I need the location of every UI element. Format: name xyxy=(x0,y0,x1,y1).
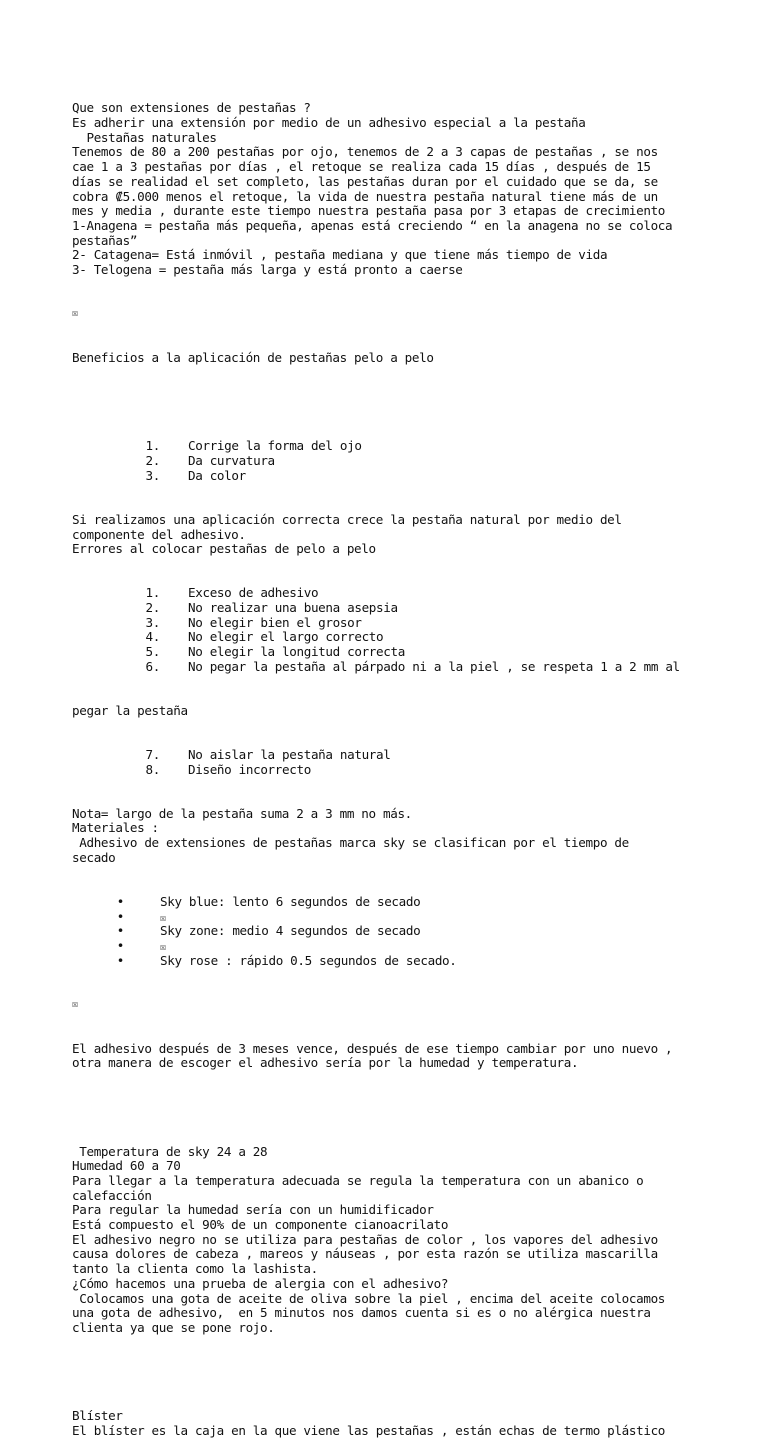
text-line: Si realizamos una aplicación correcta crece la pestaña natural por medio del xyxy=(72,511,622,527)
blister-block xyxy=(72,1409,762,1438)
text-line: Adhesivo de extensiones de pestañas marca sky se clasifican por el tiempo de xyxy=(72,835,629,851)
text-line: Humedad 60 a 70 xyxy=(72,1158,181,1174)
list-number: 1. xyxy=(145,585,160,601)
temperature-block xyxy=(72,1145,762,1336)
list-item xyxy=(72,763,762,778)
list-text: Da color xyxy=(188,467,246,483)
bullet-text: Sky rose : rápido 0.5 segundos de secado. xyxy=(160,952,457,968)
paragraph-block xyxy=(72,513,762,557)
text-line: cobra ₡5.000 menos el retoque, la vida de nuestra pestaña natural tiene más de un xyxy=(72,188,658,204)
bullet-item xyxy=(72,895,762,910)
list-item xyxy=(72,439,762,454)
list-number: 5. xyxy=(145,644,160,660)
text-line: Para llegar a la temperatura adecuada se regula la temperatura con un abanico o xyxy=(72,1173,644,1189)
text-line: cae 1 a 3 pestañas por días , el retoque se realiza cada 15 días , después de 15 xyxy=(72,159,651,175)
text-line: Colocamos una gota de aceite de oliva sobre la piel , encima del aceite colocamos xyxy=(72,1290,666,1306)
list-item xyxy=(72,660,762,675)
bullet-icon: • xyxy=(116,923,124,939)
list-text: No aislar la pestaña natural xyxy=(188,746,391,762)
list-item xyxy=(72,454,762,469)
text-line: El adhesivo después de 3 meses vence, después de ese tiempo cambiar por uno nuevo , xyxy=(72,1040,673,1056)
errors-list-more xyxy=(72,748,762,777)
list-text: Da curvatura xyxy=(188,453,275,469)
text-line: tanto la clienta como la lashista. xyxy=(72,1261,318,1277)
list-text: No elegir la longitud correcta xyxy=(188,644,405,660)
list-text: No pegar la pestaña al párpado ni a la piel , se respeta 1 a 2 mm al xyxy=(188,658,680,674)
list-item xyxy=(72,616,762,631)
bullet-icon: • xyxy=(116,908,124,924)
text-line: pestañas” xyxy=(72,232,138,248)
spacer xyxy=(72,1365,762,1380)
bullet-icon: • xyxy=(116,952,124,968)
text-line: El adhesivo negro no se utiliza para pestañas de color , los vapores del adhesivo xyxy=(72,1231,658,1247)
bullet-text: ☒ xyxy=(160,912,166,924)
text-line: 3- Telogena = pestaña más larga y está pronto a caerse xyxy=(72,261,463,277)
text-line: Que son extensiones de pestañas ? xyxy=(72,100,311,116)
intro-section xyxy=(72,101,762,277)
text-line: Blíster xyxy=(72,1408,123,1424)
text-line: secado xyxy=(72,849,116,865)
bullet-item xyxy=(72,939,762,954)
list-number: 2. xyxy=(145,599,160,615)
text-line: causa dolores de cabeza , mareos y náuseas , por esta razón se utiliza mascarilla xyxy=(72,1246,658,1262)
text-line: clienta ya que se pone rojo. xyxy=(72,1319,275,1335)
text-line: Errores al colocar pestañas de pelo a pelo xyxy=(72,541,376,557)
text-line: otra manera de escoger el adhesivo sería por la humedad y temperatura. xyxy=(72,1055,579,1071)
list-item xyxy=(72,469,762,484)
list-number: 3. xyxy=(145,614,160,630)
list-number: 1. xyxy=(145,438,160,454)
unknown-glyph: ☒ xyxy=(72,308,78,320)
adhesive-bullets xyxy=(72,895,762,968)
bullet-icon: • xyxy=(116,937,124,953)
text-line: 2- Catagena= Está inmóvil , pestaña mediana y que tiene más tiempo de vida xyxy=(72,247,608,263)
list-text: No elegir bien el grosor xyxy=(188,614,362,630)
bullet-item xyxy=(72,924,762,939)
unknown-glyph: ☒ xyxy=(72,998,78,1010)
list-item xyxy=(72,748,762,763)
list-item xyxy=(72,645,762,660)
list-number: 7. xyxy=(145,746,160,762)
text-line: Tenemos de 80 a 200 pestañas por ojo, tenemos de 2 a 3 capas de pestañas , se nos xyxy=(72,144,658,160)
paragraph-block xyxy=(72,1042,762,1071)
list-number: 2. xyxy=(145,453,160,469)
errors-wrap-line: pegar la pestaña xyxy=(72,702,188,718)
text-line: Materiales : xyxy=(72,820,159,836)
list-item xyxy=(72,586,762,601)
list-item xyxy=(72,630,762,645)
list-text: Corrige la forma del ojo xyxy=(188,438,362,454)
text-line: Temperatura de sky 24 a 28 xyxy=(72,1143,268,1159)
list-item xyxy=(72,601,762,616)
bullet-text: ☒ xyxy=(160,941,166,953)
spacer xyxy=(72,1101,762,1116)
text-line: componente del adhesivo. xyxy=(72,526,246,542)
list-number: 8. xyxy=(145,761,160,777)
text-line: Nota= largo de la pestaña suma 2 a 3 mm no más. xyxy=(72,805,412,821)
benefits-title: Beneficios a la aplicación de pestañas pelo a pelo xyxy=(72,350,434,366)
list-number: 3. xyxy=(145,467,160,483)
bullet-item xyxy=(72,954,762,969)
list-text: No elegir el largo correcto xyxy=(188,629,384,645)
text-line: una gota de adhesivo, en 5 minutos nos damos cuenta si es o no alérgica nuestra xyxy=(72,1305,651,1321)
list-number: 6. xyxy=(145,658,160,674)
list-text: Exceso de adhesivo xyxy=(188,585,319,601)
bullet-item xyxy=(72,910,762,925)
bullet-text: Sky blue: lento 6 segundos de secado xyxy=(160,893,421,909)
list-number: 4. xyxy=(145,629,160,645)
errors-list xyxy=(72,586,762,674)
spacer xyxy=(72,395,762,410)
document-page xyxy=(72,72,762,1453)
materials-block xyxy=(72,807,762,866)
text-line: días se realidad el set completo, las pestañas duran por el cuidado que se da, se xyxy=(72,173,658,189)
text-line: 1-Anagena = pestaña más pequeña, apenas está creciendo “ en la anagena no se coloca xyxy=(72,217,673,233)
text-line: Pestañas naturales xyxy=(72,129,217,145)
list-text: No realizar una buena asepsia xyxy=(188,599,398,615)
text-line: Está compuesto el 90% de un componente cianoacrilato xyxy=(72,1217,449,1233)
text-line: calefacción xyxy=(72,1187,152,1203)
text-line: mes y media , durante este tiempo nuestra pestaña pasa por 3 etapas de crecimiento xyxy=(72,203,666,219)
bullet-text: Sky zone: medio 4 segundos de secado xyxy=(160,923,421,939)
benefits-list xyxy=(72,439,762,483)
text-line: Es adherir una extensión por medio de un adhesivo especial a la pestaña xyxy=(72,115,586,131)
bullet-icon: • xyxy=(116,893,124,909)
text-line: ¿Cómo hacemos una prueba de alergia con el adhesivo? xyxy=(72,1275,449,1291)
text-line: El blíster es la caja en la que viene las pestañas , están echas de termo plástico xyxy=(72,1422,666,1438)
list-text: Diseño incorrecto xyxy=(188,761,311,777)
text-line: Para regular la humedad sería con un humidificador xyxy=(72,1202,434,1218)
